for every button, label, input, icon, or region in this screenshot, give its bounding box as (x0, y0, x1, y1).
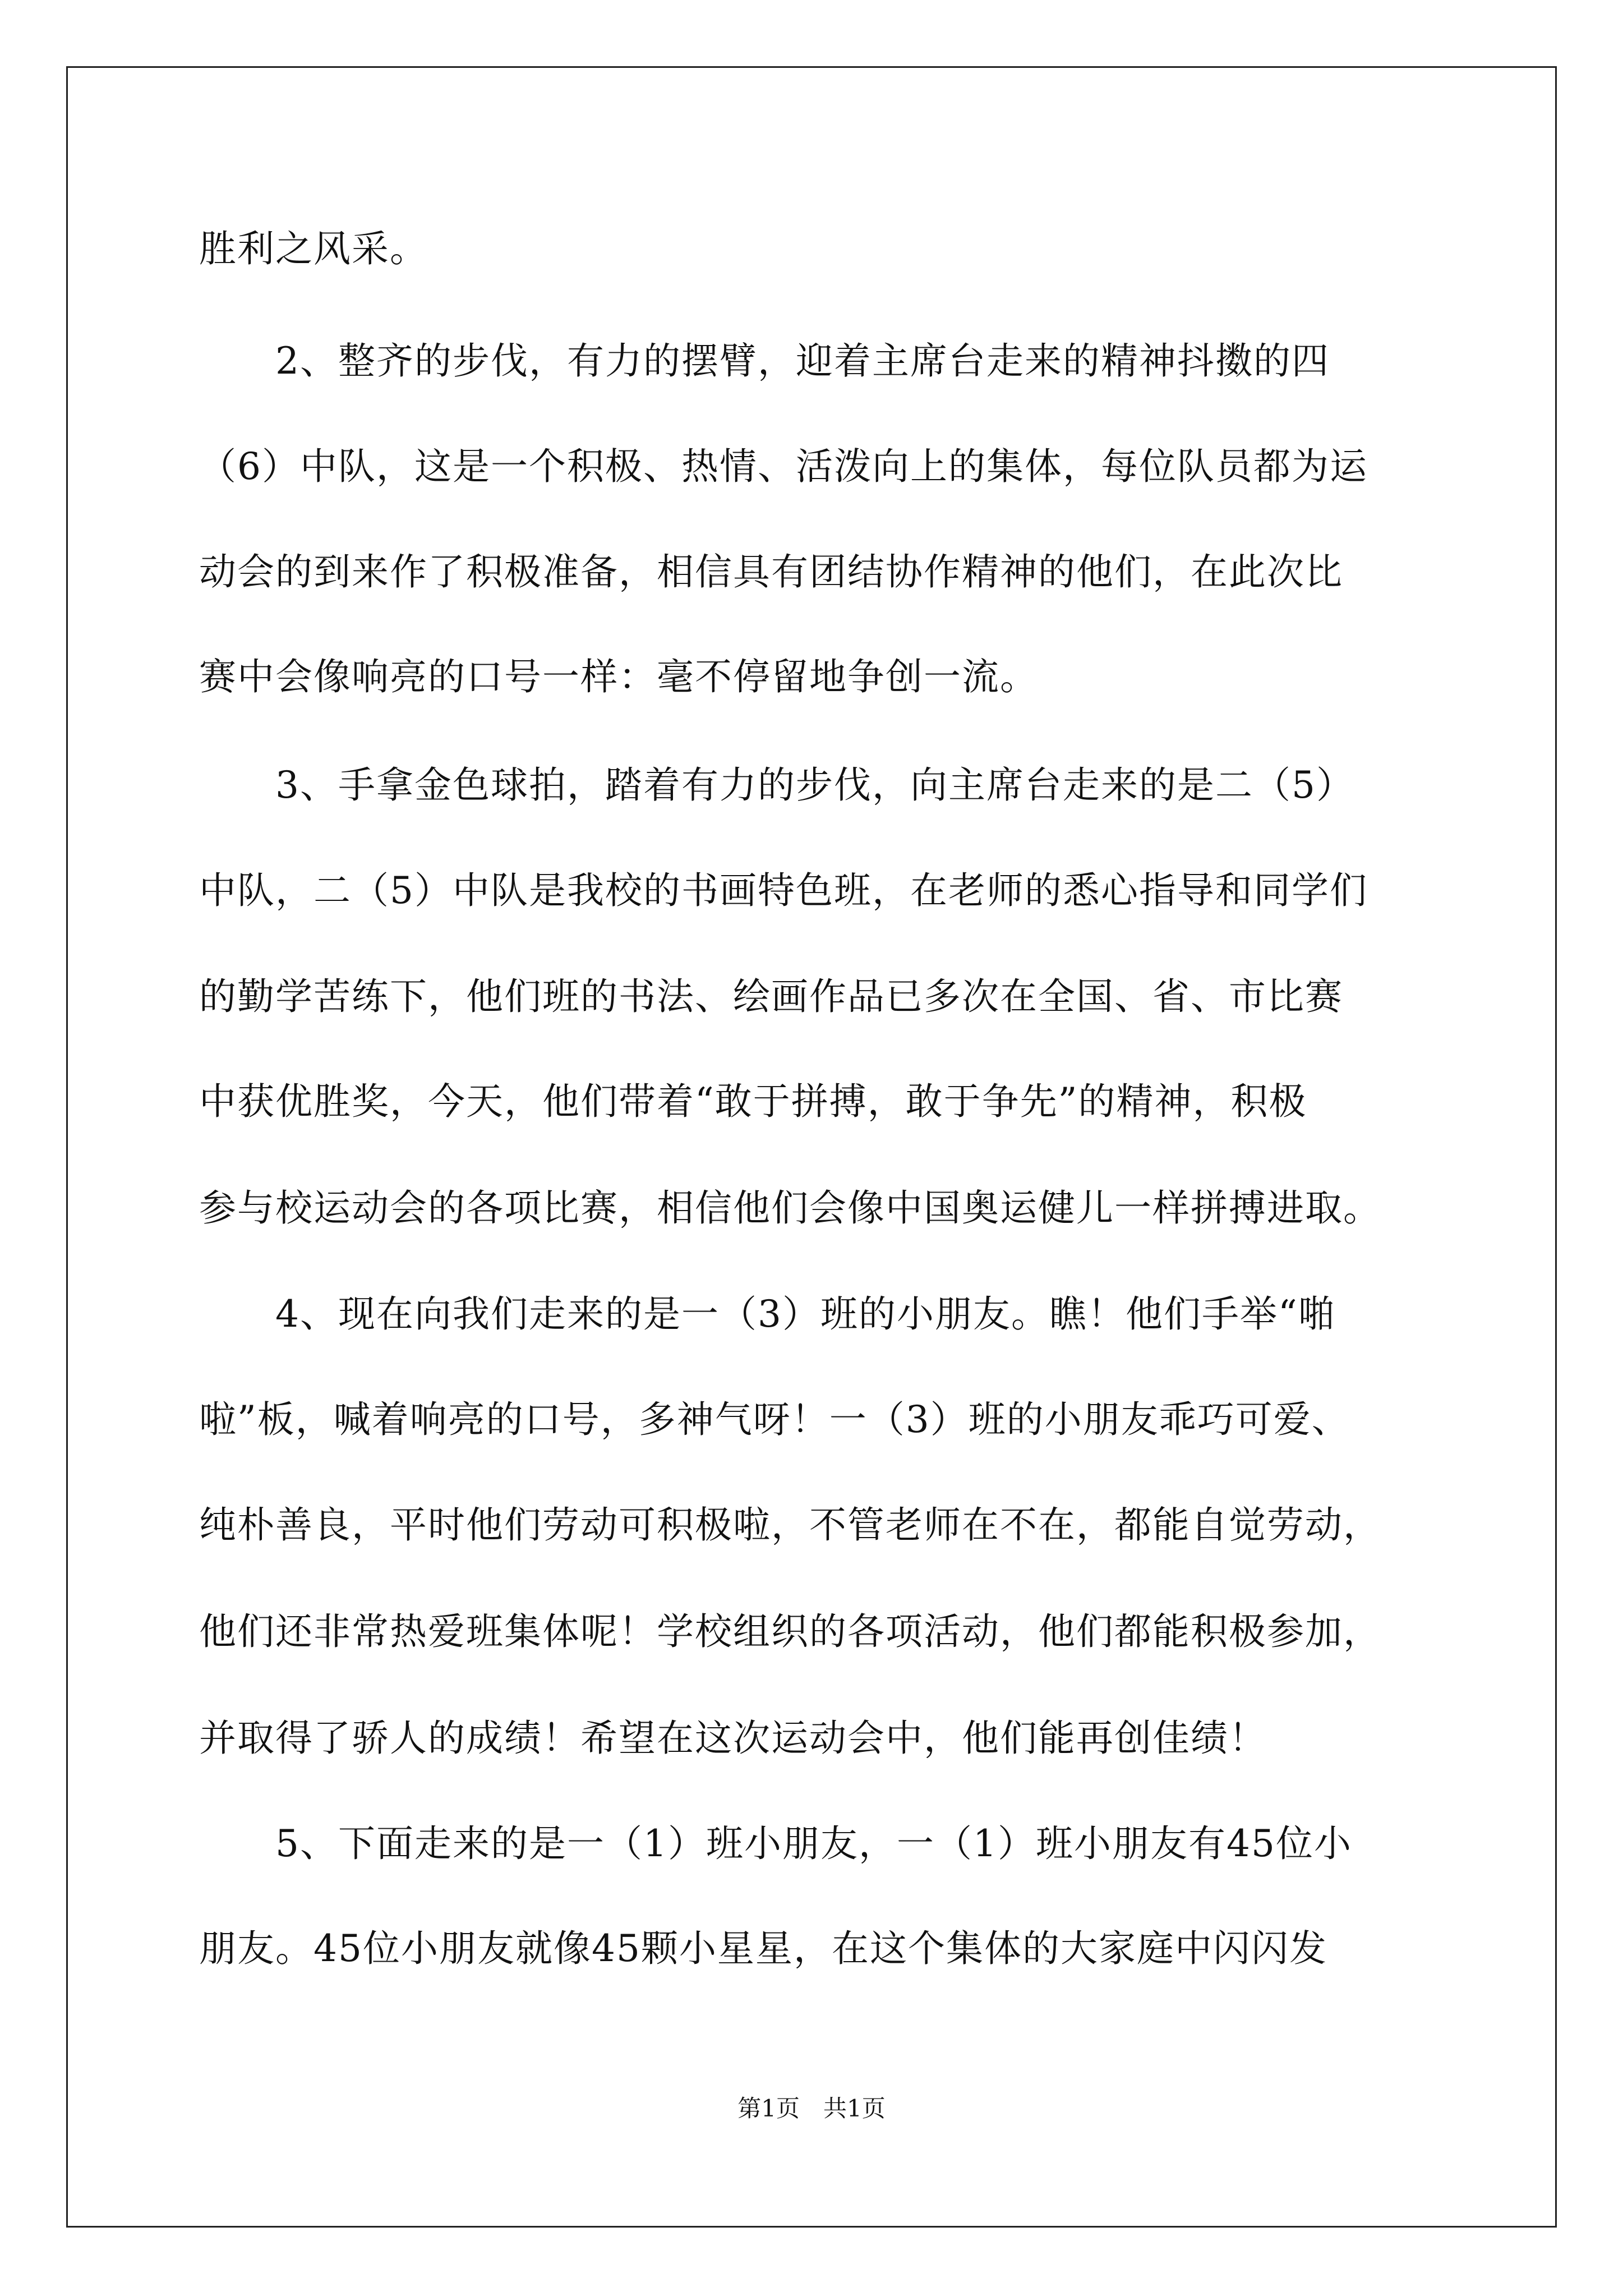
text-line: 中队，二（5）中队是我校的书画特色班，在老师的悉心指导和同学们 (199, 869, 1368, 912)
text-line: 中获优胜奖，今天，他们带着“敢于拼搏，敢于争先”的精神，积极 (199, 1080, 1307, 1123)
text-line: 胜利之风采。 (199, 227, 428, 270)
text-line: 啦”板，喊着响亮的口号，多神气呀！一（3）班的小朋友乖巧可爱、 (199, 1398, 1350, 1441)
text-line: 赛中会像响亮的口号一样：毫不停留地争创一流。 (199, 655, 1038, 698)
text-line: 纯朴善良，平时他们劳动可积极啦，不管老师在不在，都能自觉劳动， (199, 1503, 1381, 1547)
text-line: 4、现在向我们走来的是一（3）班的小朋友。瞧！他们手举“啪 (199, 1292, 1336, 1336)
text-line: 他们还非常热爱班集体呢！学校组织的各项活动，他们都能积极参加， (199, 1610, 1381, 1653)
text-line: 并取得了骄人的成绩！希望在这次运动会中，他们能再创佳绩！ (199, 1717, 1267, 1760)
text-line: （6）中队，这是一个积极、热情、活泼向上的集体，每位队员都为运 (199, 445, 1368, 488)
text-line: 动会的到来作了积极准备，相信具有团结协作精神的他们，在此次比 (199, 550, 1343, 593)
text-line: 的勤学苦练下，他们班的书法、绘画作品已多次在全国、省、市比赛 (199, 975, 1343, 1018)
page-border (66, 66, 1557, 2228)
page-footer: 第1页 共1页 (737, 2095, 886, 2122)
text-line: 参与校运动会的各项比赛，相信他们会像中国奥运健儿一样拼搏进取。 (199, 1186, 1381, 1230)
text-line: 5、下面走来的是一（1）班小朋友，一（1）班小朋友有45位小 (199, 1822, 1352, 1865)
text-line: 2、整齐的步伐，有力的摆臂，迎着主席台走来的精神抖擞的四 (199, 339, 1330, 383)
text-line: 3、手拿金色球拍，踏着有力的步伐，向主席台走来的是二（5） (199, 763, 1354, 807)
text-line: 朋友。45位小朋友就像45颗小星星，在这个集体的大家庭中闪闪发 (199, 1927, 1327, 1970)
